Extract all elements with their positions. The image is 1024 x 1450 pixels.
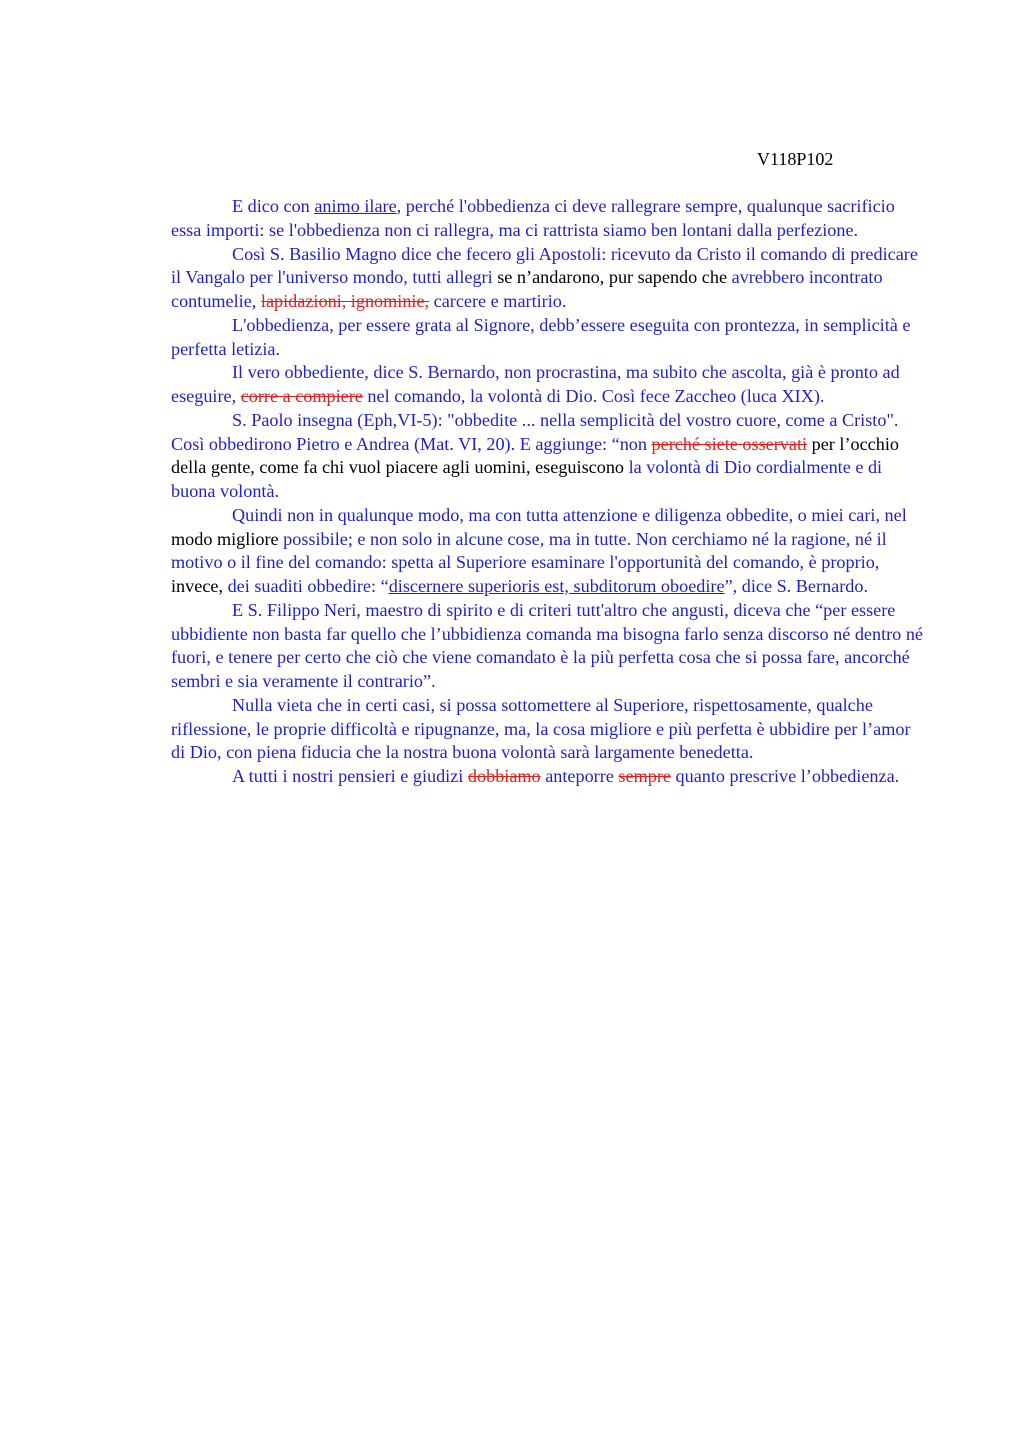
text-run: dei suaditi obbedire: “ [223, 576, 389, 596]
underlined-phrase: animo ilare [314, 196, 397, 216]
text-run: ”, dice S. Bernardo. [724, 576, 868, 596]
unchanged-text: invece, [171, 576, 224, 596]
paragraph-2 [171, 243, 929, 314]
text-run: E dico con [232, 196, 315, 216]
text-run: S. Paolo insegna (Eph,VI-5): "obbedite ... nella semplicità del vostro cuore, come a Cristo". Così obbedirono Pietro e Andrea (Mat. VI, 20). E aggiunge: “non [171, 409, 899, 454]
text-run: la volontà di Dio cordialmente e di buona volontà. [171, 457, 883, 501]
paragraph-4 [171, 361, 929, 409]
text-run: Il vero obbediente, dice S. Bernardo, non procrastina, ma subito che ascolta, già è pronto ad eseguire, [171, 362, 900, 406]
paragraph-3 [171, 314, 929, 362]
text-run: nel comando, la volontà di Dio. Così fece Zaccheo (luca XIX). [362, 386, 825, 406]
text-run: Quindi non in qualunque modo, ma con tutta attenzione e diligenza obbedite, o miei cari, nel [232, 504, 907, 525]
text-run: possibile; e non solo in alcune cose, ma in tutte. Non cerchiamo né la ragione, né il motivo o il fine del comando: spetta al Superiore esaminare l'opportunità del comando, è proprio, [171, 528, 887, 573]
unchanged-text: per l’occhio della gente, come fa chi vuol piacere agli uomini, eseguiscono [171, 433, 899, 478]
text-run: L'obbedienza, per essere grata al Signore, debb’essere eseguita con prontezza, in semplicità e perfetta letizia. [171, 314, 911, 359]
deleted-text: dobbiamo [467, 766, 541, 786]
text-run: avrebbero incontrato contumelie, [171, 267, 883, 311]
document-body [171, 195, 929, 789]
text-run: , perché l'obbedienza ci deve rallegrare sempre, qualunque sacrificio essa importi: se l'obbedienza non ci rallegra, ma ci rattrista siamo ben lontani dalla perfezione. [171, 196, 895, 240]
text-run: A tutti i nostri pensieri e giudizi [232, 766, 468, 786]
paragraph-9 [171, 765, 929, 789]
page-id: V118P102 [757, 149, 834, 169]
unchanged-text: se n’andarono, pur sapendo che [492, 267, 728, 288]
text-run: carcere e martirio. [429, 291, 567, 311]
deleted-text: perché siete osservati [651, 433, 808, 454]
deleted-text: corre a compiere [240, 386, 363, 406]
underlined-quote: discernere superioris est, subditorum oboedire [388, 576, 725, 596]
paragraph-6 [171, 504, 929, 599]
paragraph-7 [171, 599, 929, 694]
text-run: Nulla vieta che in certi casi, si possa sottomettere al Superiore, rispettosamente, qualche riflessione, le proprie difficoltà e ripugnanze, ma, la cosa migliore e più perfetta è ubbidire per l’amor di Dio, con piena fiducia che la nostra buona volontà sarà largamente benedetta. [171, 694, 911, 763]
text-run: anteporre [540, 766, 619, 786]
paragraph-1 [171, 195, 929, 243]
unchanged-text: modo migliore [171, 528, 279, 549]
text-run: Così S. Basilio Magno dice che fecero gli Apostoli: ricevuto da Cristo il comando di predicare il Vangalo per l'universo mondo, tutti allegri [171, 243, 918, 288]
paragraph-8 [171, 694, 929, 765]
deleted-text: sempre [618, 766, 671, 786]
text-run: quanto prescrive l’obbedienza. [670, 766, 900, 786]
deleted-text: lapidazioni, ignominie, [260, 291, 430, 311]
text-run: E S. Filippo Neri, maestro di spirito e di criteri tutt'altro che angusti, diceva che “per essere ubbidiente non basta far quello che l’ubbidienza comanda ma bisogna farlo senza discorso né dentro né fuori, e tenere per certo che ciò che viene comandato è la più perfetta cosa che si possa fare, ancorché sembri e sia veramente il contrario”. [171, 599, 923, 691]
paragraph-5 [171, 409, 929, 504]
